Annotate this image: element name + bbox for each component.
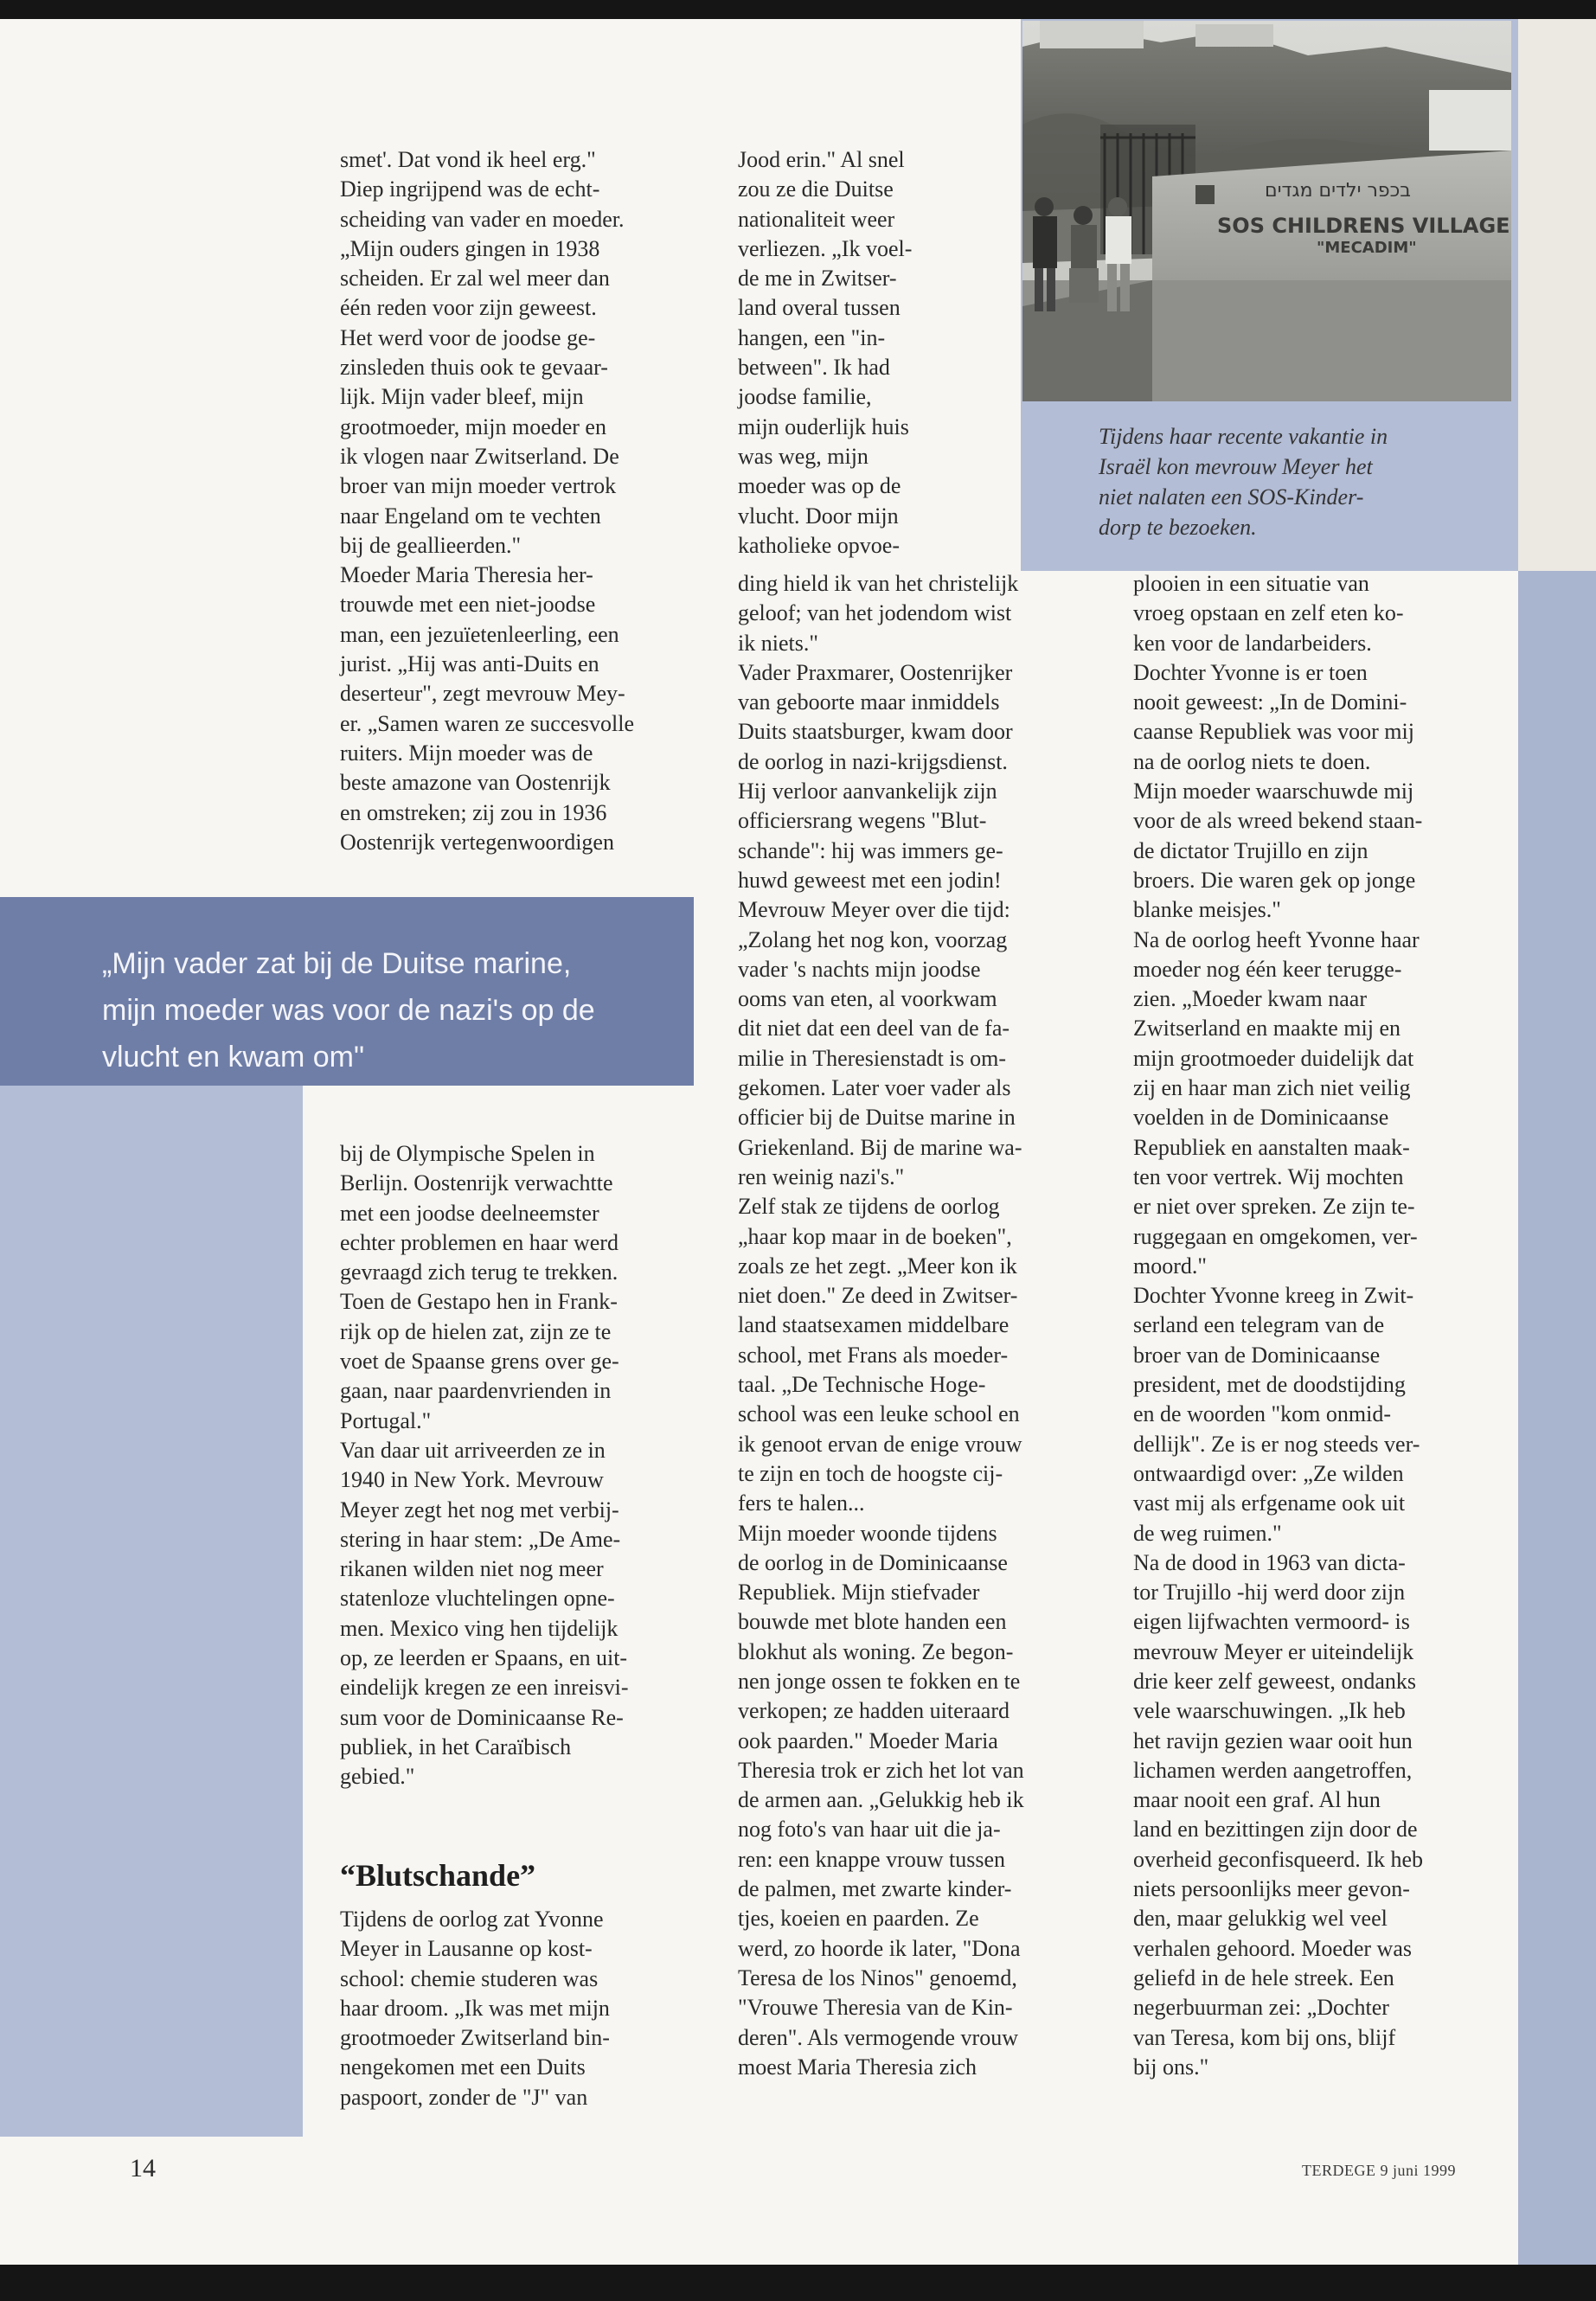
footer-publication: TERDEGE 9 juni 1999 bbox=[1302, 2162, 1456, 2179]
column-2-main: ding hield ik van het christelijk geloof; van het jodendom wist ik niets." Vader Praxmarer, Oostenrijker van geboorte maar inmiddels Duits staatsburger, kwam door de oorlog in nazi-krijgsdienst. Hij verloor aanvankelijk zijn officiersrang wegens "Blut- schande": hij was immers ge- huwd geweest met een jodin! Mevrouw Meyer over die tijd: „Zolang het nog kon, voorzag vader 's nachts mijn joodse ooms van eten, al voorkwam dit niet dat een deel van de fa- milie in Theresienstadt is om- gekomen. Later voer vader als officier bij de Duitse marine in Griekenland. Bij de marine wa- ren weinig nazi's." Zelf stak ze tijdens de oorlog „haar kop maar in de boeken", zoals ze het zegt. „Meer kon ik niet doen." Ze deed in Zwitser- land staatsexamen middelbare school, met Frans als moeder- taal. „De Technische Hoge- school was een leuke school en ik genoot ervan de enige vrouw te zijn en toch de hoogste cij- fers te halen... Mijn moeder woonde tijdens de oorlog in de Dominicaanse Republiek. Mijn stiefvader bouwde met blote handen een blokhut als woning. Ze begon- nen jonge ossen te fokken en te verkopen; ze hadden uiteraard ook paarden." Moeder Maria Theresia trok er zich het lot van de armen aan. „Gelukkig heb ik nog foto's van haar uit die ja- ren: een knappe vrouw tussen de palmen, met zwarte kinder- tjes, koeien en paarden. Ze werd, zo hoorde ik later, "Dona Teresa de los Ninos" genoemd, "Vrouwe Theresia van de Kin- deren". Als vermogende vrouw moest Maria Theresia zich bbox=[738, 571, 1024, 2080]
page-number: 14 bbox=[130, 2154, 156, 2182]
bottom-border bbox=[0, 2265, 1596, 2301]
pull-quote: „Mijn vader zat bij de Duitse marine, mijn moeder was voor de nazi's op de vlucht en kwam om" bbox=[102, 947, 595, 1074]
section-heading: “Blutschande” bbox=[340, 1858, 536, 1893]
right-color-band bbox=[1518, 571, 1596, 2265]
photo-caption: Tijdens haar recente vakantie in Israël kon mevrouw Meyer het niet nalaten een SOS-Kinder- dorp te bezoeken. bbox=[1099, 424, 1388, 540]
photo-sign-hebrew: בכפר ילדים מגדים bbox=[1265, 180, 1411, 202]
column-1-middle: bij de Olympische Spelen in Berlijn. Oostenrijk verwachtte met een joodse deelneemster echter problemen en haar werd gevraagd zich terug te trekken. Toen de Gestapo hen in Frank- rijk op de hielen zat, zijn ze te voet de Spaanse grens over ge- gaan, naar paardenvrienden in Portugal." Van daar uit arriveerden ze in 1940 in New York. Mevrouw Meyer zegt het nog met verbij- stering in haar stem: „De Ame- rikanen wilden niet nog meer statenloze vluchtelingen opne- men. Mexico ving hen tijdelijk op, ze leerden er Spaans, en uit- eindelijk kregen ze een inreisvi- sum voor de Dominicaanse Re- publiek, in het Caraïbisch gebied." bbox=[340, 1141, 629, 1790]
column-2-top: Jood erin." Al snel zou ze die Duitse nationaliteit weer verliezen. „Ik voel- de me in Zwitser- land overal tussen hangen, een "in- between". Ik had joodse familie, mijn ouderlijk huis was weg, mijn moeder was op de vlucht. Door mijn katholieke opvoe- bbox=[738, 147, 913, 558]
photo-sign-line2: "MECADIM" bbox=[1317, 239, 1417, 257]
right-margin-top bbox=[1518, 19, 1596, 571]
column-1-top: smet'. Dat vond ik heel erg." Diep ingrijpend was de echt- scheiding van vader en moeder. „Mijn ouders gingen in 1938 scheiden. Er zal wel meer dan één reden voor zijn geweest. Het werd voor de joodse ge- zinsleden thuis ook te gevaar- lijk. Mijn vader bleef, mijn grootmoeder, mijn moeder en ik vlogen naar Zwitserland. De broer van mijn moeder vertrok naar Engeland om te vechten bij de geallieerden." Moeder Maria Theresia her- trouwde met een niet-joodse man, een jezuïetenleerling, een jurist. „Hij was anti-Duits en deserteur", zegt mevrouw Mey- er. „Samen waren ze succesvolle ruiters. Mijn moeder was de beste amazone van Oostenrijk en omstreken; zij zou in 1936 Oostenrijk vertegenwoordigen bbox=[340, 147, 635, 855]
top-border bbox=[0, 0, 1596, 19]
pull-quote-box bbox=[0, 897, 694, 1086]
photo-sign-line1: SOS CHILDRENS VILLAGE bbox=[1217, 214, 1510, 238]
column-3: plooien in een situatie van vroeg opstaan en zelf eten ko- ken voor de landarbeiders. Dochter Yvonne is er toen nooit geweest: „In de Domini- caanse Republiek was voor mij na de oorlog niets te doen. Mijn moeder waarschuwde mij voor de als wreed bekend staan- de dictator Trujillo en zijn broers. Die waren gek op jonge blanke meisjes." Na de oorlog heeft Yvonne haar moeder nog één keer terugge- zien. „Moeder kwam naar Zwitserland en maakte mij en mijn grootmoeder duidelijk dat zij en haar man zich niet veilig voelden in de Dominicaanse Republiek en aanstalten maak- ten voor vertrek. Wij mochten er niet over spreken. Ze zijn te- ruggegaan en omgekomen, ver- moord." Dochter Yvonne kreeg in Zwit- serland een telegram van de broer van de Dominicaanse president, met de doodstijding en de woorden "kom onmid- dellijk". Ze is er nog steeds ver- ontwaardigd over: „Ze wilden vast mij als erfgename ook uit de weg ruimen." Na de dood in 1963 van dicta- tor Trujillo -hij werd door zijn eigen lijfwachten vermoord- is mevrouw Meyer er uiteindelijk drie keer zelf geweest, ondanks vele waarschuwingen. „Ik heb het ravijn gezien waar ooit hun lichamen werden aangetroffen, maar nooit een graf. Al hun land en bezittingen zijn door de overheid geconfisqueerd. Ik heb niets persoonlijks meer gevon- den, maar gelukkig wel veel verhalen gehoord. Moeder was geliefd in de hele streek. Een negerbuurman zei: „Dochter van Teresa, kom bij ons, blijf bij ons." bbox=[1133, 571, 1423, 2080]
left-color-panel bbox=[0, 1086, 303, 2137]
column-1-bottom: Tijdens de oorlog zat Yvonne Meyer in Lausanne op kost- school: chemie studeren was haar droom. „Ik was met mijn grootmoeder Zwitserland bin- nengekomen met een Duits paspoort, zonder de "J" van bbox=[340, 1907, 610, 2110]
